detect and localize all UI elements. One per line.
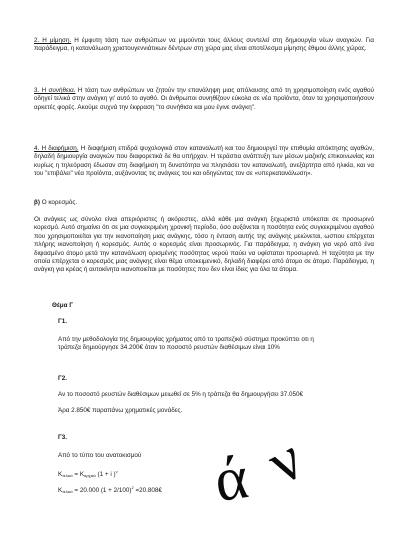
heading-advertising: 4. Η διαφήμιση. bbox=[34, 145, 79, 152]
text-advertising: Η διαφήμιση επιδρά ψυχολογικά στον καταναλωτή και του δημιουργεί την επιθυμία απόκτησης αγαθών, δηλαδή δημιουργία αναγκών που διαφορετικά δε θα υπήρχαν. Η τεράστια ανάπτυξη των μέσων μαζικής επικοινωνίας και κυρίως η τηλεόραση έδωσαν στη διαφήμιση τη δυνατότητα να πλησιάσει τον καταναλωτή, ανεξάρτητα από ηλικία, και να του "επιβάλει" νέα προϊόντα, αυξάνοντας τις ανάγκες του και οδηγώντας τον σε «υπερκατανάλωση». bbox=[34, 145, 374, 178]
paragraph-saturation: Οι ανάγκες ως σύνολο είναι απεριόριστες ή ακόρεστες, αλλά κάθε μια ανάγκη ξεχωριστά υπόκειται σε προσωρινό κορεσμό. Αυτό σημαίνει ότι σε μια συγκεκριμένη χρονική περίοδο, όσο αυξάνεται η ποσότητα ενός συγκεκριμένου αγαθού που χρησιμοποιείται για την ικανοποίηση μιας ανάγκης, τόσο η ένταση αυτής της ανάγκης μειώνεται, ωσπου επέρχεται πλήρης ικανοποίηση ή κορεσμός. Αυτός ο κορεσμός είναι προσωρινός. Για παράδειγμα, η ανάγκη για νερό από ένα διψασμένο άτομο μετά την κατανάλωση ορισμένης ποσότητας νερού παύει να υφίσταται προσωρινά. Η ταχύτητα με την οποία επέρχεται ο κορεσμός μιας ανάγκης είναι θέμα υποκειμενικό, δηλαδή διαφέρει από άτομο σε άτομο. Παράδειγμα, η ανάγκη για κρέας ή αυτοκίνητα ικανοποιείται με ποσότητες που δεν είναι ίδιες για όλα τα άτομα. bbox=[34, 216, 374, 274]
g1-line2: τράπεζα δημιούργησε 34.200€ όταν το ποσοστό ρευστών διαθέσιμων είναι 10% bbox=[58, 344, 280, 351]
g3-title: Γ3. bbox=[58, 434, 68, 441]
heading-imitation: 2. Η μίμηση. bbox=[34, 37, 72, 44]
g2-title: Γ2. bbox=[58, 375, 68, 382]
section-saturation-heading bbox=[34, 199, 374, 207]
watermark bbox=[210, 424, 335, 535]
theme-heading: Θέμα Γ bbox=[52, 302, 73, 309]
heading-habit: 3. Η συνήθεια. bbox=[34, 87, 76, 94]
text-saturation-title: Ο κορεσμός. bbox=[39, 199, 78, 206]
label-beta: β) bbox=[34, 199, 40, 206]
g2-line2: Άρα 2.850€ παραπάνω χρηματικές μονάδες. bbox=[58, 407, 183, 414]
g1-title: Γ1. bbox=[58, 318, 68, 325]
g2-line1: Αν το ποσοστό ρευστών διαθέσιμων μειωθεί σε 5% η τράπεζα θα δημιουργήσει 37.050€ bbox=[58, 391, 303, 398]
watermark-glyph-1: ά bbox=[210, 443, 253, 515]
g3-calculation: $K_{\tau\varepsilon\lambda\iota\kappa ό} = 20.000$ $(1 + 2/100)^2$ =20.808€ bbox=[58, 485, 162, 494]
paragraph-imitation bbox=[34, 37, 374, 54]
text-habit: Η τάση των ανθρώπων να ζητούν την επανάληψη μιας απόλαυσης από τη χρησιμοποίηση ενός αγαθού οδηγεί τελικά στην ανάγκη γι' αυτό το αγαθό. Οι άνθρωποι συνηθίζουν εύκολα σε νέα προϊόντα, όταν τα χρησιμοποιήσουν αρκετές φορές. Ακούμε συχνά την έκφραση "το συνήθισα και μου έγινε ανάγκη". bbox=[34, 87, 374, 111]
g3-line1: Από το τύπο του ανατοκισμού bbox=[58, 452, 142, 459]
paragraph-advertising bbox=[34, 145, 374, 179]
g1-line1: Από την μεθοδολογία της δημιουργίας χρήματος από το τραπεζικό σύστημα προκύπτει οτι η bbox=[58, 336, 314, 343]
paragraph-habit bbox=[34, 87, 374, 112]
g3-formula: $K_{\tau\varepsilon\lambda\iota\kappa ό} = K_{\alpha\rho\chi\iota\kappa ό}$ (1 + i )$^\nu$ bbox=[58, 469, 118, 478]
text-imitation: Η έμφυτη τάση των ανθρώπων να μιμούνται τους άλλους συντελεί στη δημιουργία νέων αναγκών. Για παράδειγμα, η κατανάλωση χριστουγεννιάτικων δέντρων στη χώρα μας είναι αποτέλεσμα μίμησης έθιμου άλλης χώρας. bbox=[34, 37, 374, 53]
watermark-glyph-2: ν bbox=[256, 424, 314, 498]
